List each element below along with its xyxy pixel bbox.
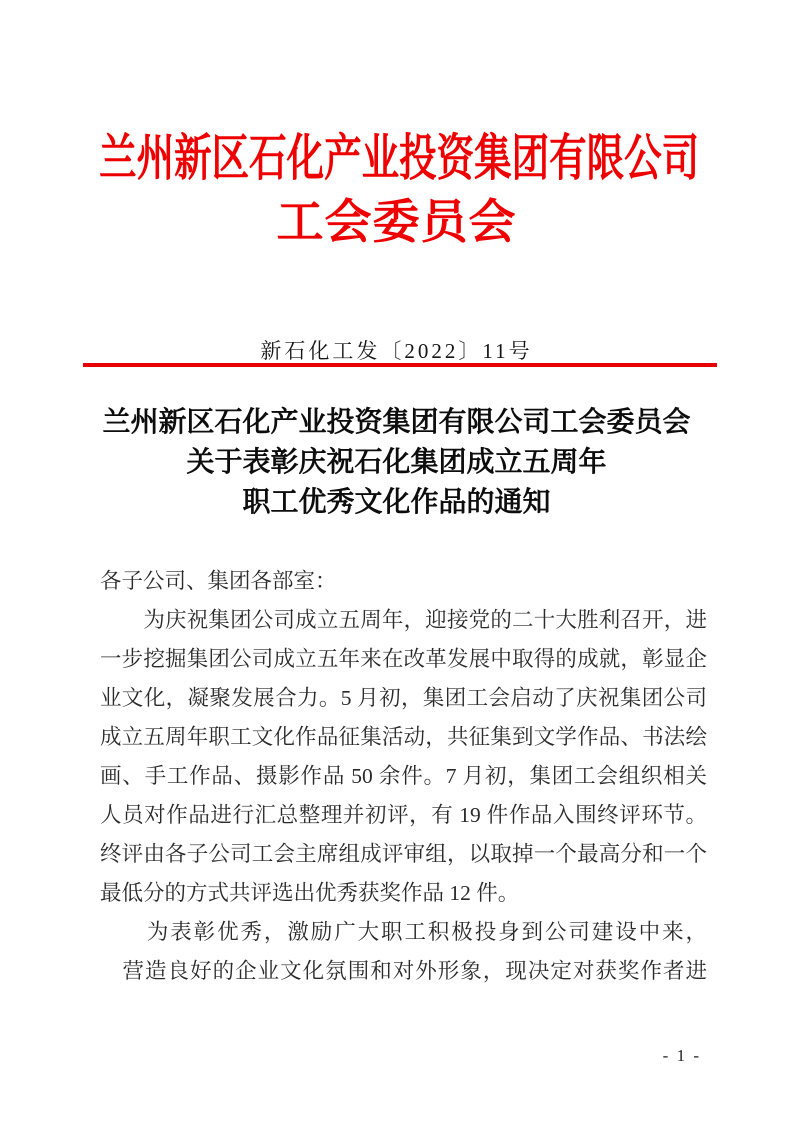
notice-title-line3: 职工优秀文化作品的通知	[242, 487, 551, 518]
document-number: 新石化工发〔2022〕11号	[260, 339, 533, 363]
body-line: 营造良好的企业文化氛围和对外形象，现决定对获奖作者进	[100, 959, 707, 983]
letterhead-org-name-line1: 兰州新区石化产业投资集团有限公司	[99, 130, 700, 186]
letterhead-org-name-line2: 工会委员会	[276, 197, 517, 249]
body-line: 成立五周年职工文化作品征集活动，共征集到文学作品、书法绘	[100, 725, 707, 749]
body-line: 人员对作品进行汇总整理并初评，有 19 件作品入围终评环节。	[100, 803, 707, 827]
salutation-line: 各子公司、集团各部室：	[100, 569, 337, 593]
body-line: 为庆祝集团公司成立五周年，迎接党的二十大胜利召开，进	[100, 608, 707, 632]
body-line: 业文化，凝聚发展合力。5 月初，集团工会启动了庆祝集团公司	[100, 686, 707, 710]
body-line: 最低分的方式共评选出优秀获奖作品 12 件。	[100, 881, 520, 905]
body-line: 为表彰优秀，激励广大职工积极投身到公司建设中来，	[100, 920, 707, 944]
body-line: 一步挖掘集团公司成立五年来在改革发展中取得的成就，彰显企	[100, 647, 707, 671]
notice-title	[0, 403, 793, 523]
notice-title-line1: 兰州新区石化产业投资集团有限公司工会委员会	[102, 407, 691, 438]
letterhead	[0, 126, 793, 256]
page-number: - 1 -	[662, 1046, 701, 1065]
body-line: 终评由各子公司工会主席组成评审组，以取掉一个最高分和一个	[100, 842, 707, 866]
notice-body	[100, 562, 707, 991]
body-line: 画、手工作品、摄影作品 50 余件。7 月初，集团工会组织相关	[100, 764, 707, 788]
red-divider-line	[83, 363, 717, 367]
notice-title-line2: 关于表彰庆祝石化集团成立五周年	[186, 447, 607, 478]
